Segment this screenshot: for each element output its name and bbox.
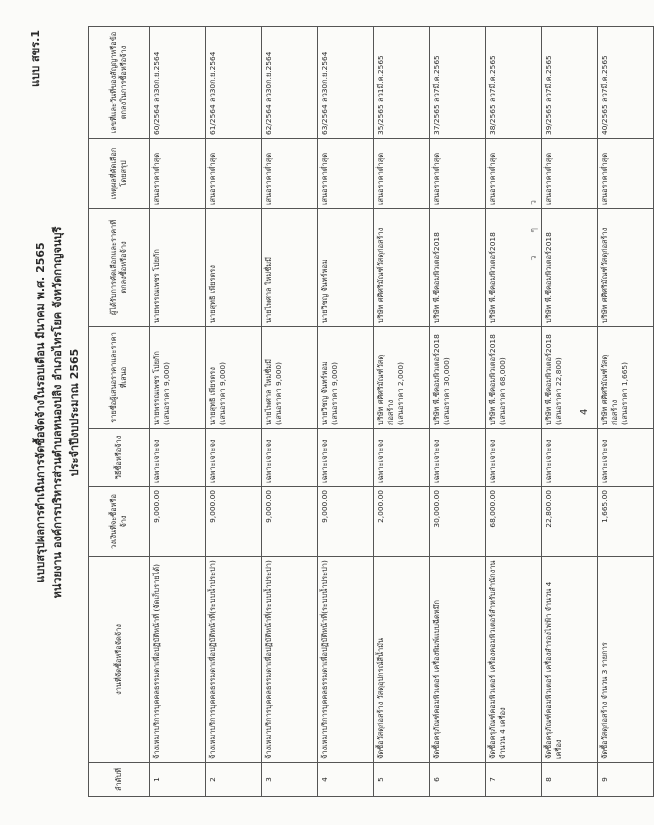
procurement-table: [88, 26, 654, 797]
cell-reason-text: เสนอราคาต่ำสุด: [600, 152, 609, 205]
cell-method: [486, 429, 542, 487]
table-row: [318, 27, 374, 797]
cell-winner: [430, 209, 486, 327]
title-line-2: หน่วยงาน องค์การบริหารส่วนตำบลหนองปลิง อำเภอไทรโยค จังหวัดกาญจนบุรี: [51, 226, 64, 599]
table-row: [486, 27, 542, 797]
cell-item: [150, 557, 206, 763]
cell-reason: [150, 139, 206, 209]
cell-item-text: จัดซื้อครุภัณฑ์คอมพิวเตอร์ เครื่องพิมพ์แบบฉีดหมึก: [432, 599, 441, 759]
cell-winner-text: นายไพศาล ใหม่ชื่มมี: [264, 257, 273, 323]
cell-method-text: เฉพาะเจาะจง: [264, 439, 273, 483]
cell-no-text: 8: [544, 777, 553, 782]
cell-no-text: 5: [376, 777, 385, 782]
cell-no-text: 1: [152, 777, 161, 782]
cell-bidder-text: นายไพศาล ใหม่ชื่มมี: [264, 359, 273, 425]
cell-no: [374, 763, 430, 797]
cell-item-text: จ้างเหมาบริการบุคคลธรรมดาเพื่อปฏิบัติหน้าที่(ระบบน้ำประปา): [320, 560, 329, 759]
cell-no: [542, 763, 598, 797]
cell-bidder-text: บริษัท ศศิศริมัณฑ์วัสดุก่อสร้าง: [600, 354, 619, 425]
cell-item: [598, 557, 654, 763]
cell-contract: [318, 27, 374, 139]
cell-contract-text: 61/2564 ลว30ก.ย.2564: [208, 51, 217, 135]
cell-reason: [318, 139, 374, 209]
cell-method-text: เฉพาะเจาะจง: [320, 439, 329, 483]
title-line-1: แบบสรุปผลการดำเนินการจัดซื้อจัดจ้างในรอบเดือน มีนาคม พ.ศ. 2565: [34, 242, 47, 583]
cell-method-text: เฉพาะเจาะจง: [600, 439, 609, 483]
cell-reason-text: เสนอราคาต่ำสุด: [264, 152, 273, 205]
cell-winner: [598, 209, 654, 327]
cell-reason-text: เสนอราคาต่ำสุด: [432, 152, 441, 205]
cell-bidder-text: นายวิชญ จันทร์หอม: [320, 361, 329, 425]
cell-bidder-text: (เสนอราคา 22,800): [554, 357, 563, 425]
cell-method-text: เฉพาะเจาะจง: [376, 439, 385, 483]
cell-contract: [430, 27, 486, 139]
cell-winner: [542, 209, 598, 327]
cell-contract: [206, 27, 262, 139]
cell-no: [262, 763, 318, 797]
cell-winner: [374, 209, 430, 327]
col-header-budget: วงเงินที่จะซื้อหรือจ้าง: [89, 487, 150, 557]
cell-bidder: [318, 327, 374, 429]
cell-bidder-text: (เสนอราคา 9,000): [162, 361, 171, 425]
cell-reason-text: เสนอราคาต่ำสุด: [544, 152, 553, 205]
cell-contract: [542, 27, 598, 139]
cell-bidder-text: (เสนอราคา 2,000): [396, 361, 405, 425]
table-row: [598, 27, 654, 797]
cell-winner-text: นายสุทธิ เพียรตรง: [208, 265, 217, 323]
col-header-contract: เลขที่และวันที่ของสัญญาหรือข้อตกลงในการซื้อหรือจ้าง: [89, 27, 150, 139]
cell-bidder: [262, 327, 318, 429]
cell-no: [486, 763, 542, 797]
cell-bidder-text: บริษัท พี.ซีคอมพิวเตอร์2018: [544, 334, 553, 425]
cell-method: [150, 429, 206, 487]
cell-winner-text: นายวิชญ จันทร์หอม: [320, 259, 329, 323]
cell-no-text: 3: [264, 777, 273, 782]
cell-bidder-text: นายพรรณเพชร โปยกัก: [152, 351, 161, 425]
cell-item-text: จัดซื้อครุภัณฑ์คอมพิวเตอร์ เครื่องสำรองไฟฟ้า จำนวน 4 เครื่อง: [544, 581, 563, 759]
cell-budget: [486, 487, 542, 557]
cell-reason-text: เสนอราคาต่ำสุด: [320, 152, 329, 205]
cell-bidder-text: บริษัท พี.ซีคอมพิวเตอร์2018: [432, 334, 441, 425]
cell-winner-text: นายพรรณเพชร โปยกัก: [152, 249, 161, 323]
cell-contract: [262, 27, 318, 139]
cell-no-text: 2: [208, 777, 217, 782]
cell-item-text: จัดซื้อวัสดุก่อสร้าง วัสดุอุปกรณ์สีน้ำมัน: [376, 637, 385, 759]
cell-reason: [374, 139, 430, 209]
table-header-row: [89, 27, 150, 797]
cell-reason-text: เสนอราคาต่ำสุด: [152, 152, 161, 205]
cell-method-text: เฉพาะเจาะจง: [432, 439, 441, 483]
cell-reason-text: เสนอราคาต่ำสุด: [488, 152, 497, 205]
cell-reason: [542, 139, 598, 209]
cell-budget-text: 2,000.00: [376, 490, 385, 523]
cell-method: [318, 429, 374, 487]
cell-no-text: 6: [432, 777, 441, 782]
cell-reason: [430, 139, 486, 209]
cell-bidder: [206, 327, 262, 429]
cell-item: [486, 557, 542, 763]
cell-method: [542, 429, 598, 487]
cell-winner-text: บริษัท พี.ซีคอมพิวเตอร์2018: [488, 232, 497, 323]
cell-method-text: เฉพาะเจาะจง: [488, 439, 497, 483]
cell-bidder-text: นายสุทธิ เพียรตรง: [208, 367, 217, 425]
cell-bidder: [374, 327, 430, 429]
cell-budget: [542, 487, 598, 557]
cell-winner-text: บริษัท ศศิศริมัณฑ์วัสดุก่อสร้าง: [600, 227, 609, 323]
cell-contract-text: 35/2565 ลว1มี.ค.2565: [376, 55, 385, 135]
cell-item: [430, 557, 486, 763]
cell-bidder-text: (เสนอราคา 9,000): [330, 361, 339, 425]
cell-winner: [262, 209, 318, 327]
cell-budget: [262, 487, 318, 557]
table-row: [430, 27, 486, 797]
cell-no: [206, 763, 262, 797]
cell-method-text: เฉพาะเจาะจง: [152, 439, 161, 483]
cell-no: [430, 763, 486, 797]
cell-item: [262, 557, 318, 763]
cell-reason-text: เสนอราคาต่ำสุด: [376, 152, 385, 205]
cell-item-text: จ้างเหมาบริการบุคคลธรรมดาเพื่อปฏิบัติหน้าที่(ระบบน้ำประปา): [208, 560, 217, 759]
cell-budget-text: 1,665.00: [600, 490, 609, 523]
cell-bidder-text: (เสนอราคา 30,000): [442, 357, 451, 425]
cell-item: [374, 557, 430, 763]
cell-method-text: เฉพาะเจาะจง: [208, 439, 217, 483]
cell-item: [206, 557, 262, 763]
cell-contract-text: 38/2565 ลว7มี.ค.2565: [488, 55, 497, 135]
cell-budget: [318, 487, 374, 557]
table-row: [150, 27, 206, 797]
cell-budget: [374, 487, 430, 557]
cell-winner: [206, 209, 262, 327]
cell-contract-text: 63/2564 ลว30ก.ย.2564: [320, 51, 329, 135]
cell-bidder-text: (เสนอราคา 9,000): [274, 361, 283, 425]
cell-contract-text: 60/2564 ลว30ก.ย.2564: [152, 51, 161, 135]
col-header-winner: ผู้ได้รับการคัดเลือกและราคาที่ตกลงซื้อหรือจ้าง: [89, 209, 150, 327]
cell-reason: [598, 139, 654, 209]
cell-contract: [486, 27, 542, 139]
cell-reason: [206, 139, 262, 209]
page-number: 4: [579, 408, 590, 415]
cell-no-text: 4: [320, 777, 329, 782]
cell-bidder: [486, 327, 542, 429]
cell-item-text: จัดซื้อครุภัณฑ์คอมพิวเตอร์ เครื่องคอมพิวเตอร์สำหรับสำนักงาน จำนวน 4 เครื่อง: [488, 560, 507, 759]
scan-marks: ว ๆ ว: [529, 190, 539, 261]
col-header-method: วิธีซื้อหรือจ้าง: [89, 429, 150, 487]
cell-method: [262, 429, 318, 487]
cell-budget: [430, 487, 486, 557]
cell-budget-text: 30,000.00: [432, 490, 441, 528]
cell-budget-text: 9,000.00: [208, 490, 217, 523]
table-row: [262, 27, 318, 797]
cell-budget-text: 9,000.00: [264, 490, 273, 523]
cell-budget: [206, 487, 262, 557]
cell-bidder-text: บริษัท ศศิศริมัณฑ์วัสดุก่อสร้าง: [376, 354, 395, 425]
cell-contract: [374, 27, 430, 139]
cell-contract: [150, 27, 206, 139]
cell-item-text: จ้างเหมาบริการบุคคลธรรมดาเพื่อปฏิบัติหน้าที่ (จัดเก็บรายได้): [152, 564, 161, 759]
cell-no: [150, 763, 206, 797]
cell-method: [206, 429, 262, 487]
cell-method-text: เฉพาะเจาะจง: [544, 439, 553, 483]
cell-winner-text: บริษัท พี.ซีคอมพิวเตอร์2018: [432, 232, 441, 323]
cell-winner-text: บริษัท ศศิศริมัณฑ์วัสดุก่อสร้าง: [376, 227, 385, 323]
col-header-item: งานที่จัดซื้อหรือจัดจ้าง: [89, 557, 150, 763]
cell-reason: [262, 139, 318, 209]
cell-budget: [598, 487, 654, 557]
cell-bidder-text: บริษัท พี.ซีคอมพิวเตอร์2018: [488, 334, 497, 425]
cell-contract-text: 40/2565 ลว7มี.ค.2565: [600, 55, 609, 135]
document-title: [32, 0, 83, 825]
cell-budget-text: 22,800.00: [544, 490, 553, 528]
cell-bidder-text: (เสนอราคา 68,000): [498, 357, 507, 425]
cell-bidder: [430, 327, 486, 429]
cell-no-text: 7: [488, 777, 497, 782]
cell-item-text: จัดซื้อวัสดุก่อสร้าง จำนวน 3 รายการ: [600, 642, 609, 759]
table-row: [374, 27, 430, 797]
cell-contract-text: 37/2565 ลว7มี.ค.2565: [432, 55, 441, 135]
cell-bidder: [150, 327, 206, 429]
cell-method: [430, 429, 486, 487]
cell-budget-text: 9,000.00: [320, 490, 329, 523]
col-header-no: ลำดับที่: [89, 763, 150, 797]
cell-no: [318, 763, 374, 797]
cell-budget-text: 68,000.00: [488, 490, 497, 528]
cell-contract-text: 62/2564 ลว30ก.ย.2564: [264, 51, 273, 135]
cell-winner: [150, 209, 206, 327]
cell-no-text: 9: [600, 777, 609, 782]
cell-item: [318, 557, 374, 763]
cell-winner-text: บริษัท พี.ซีคอมพิวเตอร์2018: [544, 232, 553, 323]
cell-method: [598, 429, 654, 487]
cell-winner: [318, 209, 374, 327]
cell-contract-text: 39/2565 ลว7มี.ค.2565: [544, 55, 553, 135]
title-line-3: ประจำปีงบประมาณ 2565: [68, 348, 81, 477]
cell-method: [374, 429, 430, 487]
cell-item-text: จ้างเหมาบริการบุคคลธรรมดาเพื่อปฏิบัติหน้าที่(ระบบน้ำประปา): [264, 560, 273, 759]
col-header-reason: เหตุผลที่คัดเลือกโดยสรุป: [89, 139, 150, 209]
table-row: [206, 27, 262, 797]
cell-contract: [598, 27, 654, 139]
cell-reason-text: เสนอราคาต่ำสุด: [208, 152, 217, 205]
cell-budget-text: 9,000.00: [152, 490, 161, 523]
cell-budget: [150, 487, 206, 557]
cell-bidder: [598, 327, 654, 429]
col-header-bidders: รายชื่อผู้เสนอราคาและราคาที่เสนอ: [89, 327, 150, 429]
cell-bidder-text: (เสนอราคา 9,000): [218, 361, 227, 425]
form-code: แบบ สขร.1: [29, 30, 42, 87]
cell-bidder-text: (เสนอราคา 1,665): [620, 361, 629, 425]
cell-item: [542, 557, 598, 763]
cell-no: [598, 763, 654, 797]
